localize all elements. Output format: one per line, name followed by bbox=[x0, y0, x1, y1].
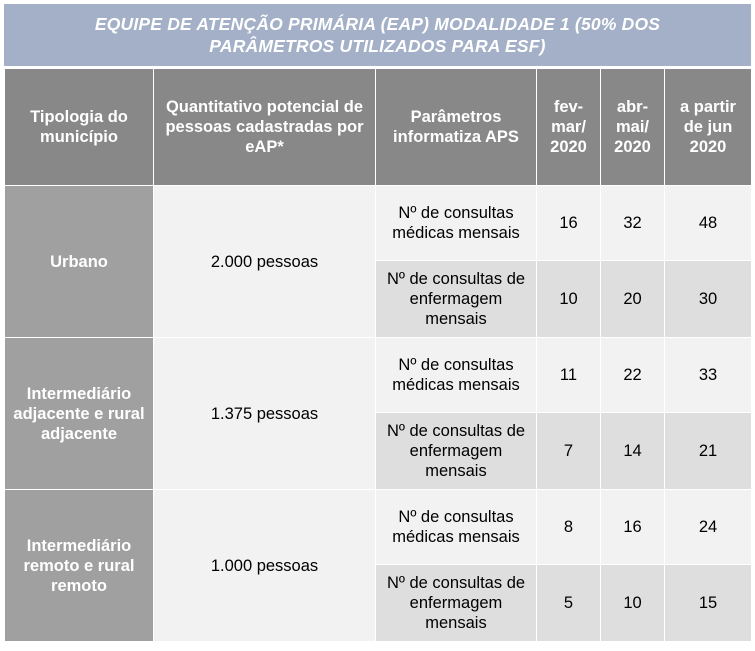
value-abr-mai: 14 bbox=[601, 413, 665, 490]
table-row bbox=[5, 490, 752, 565]
header-row bbox=[5, 69, 752, 186]
header-jun: a partir de jun 2020 bbox=[665, 69, 752, 186]
value-jun: 24 bbox=[665, 490, 752, 565]
value-fev-mar: 5 bbox=[537, 565, 601, 642]
parametro-cell: Nº de consultas de enfermagem mensais bbox=[376, 565, 537, 642]
header-parametros: Parâmetros informatiza APS bbox=[376, 69, 537, 186]
header-quantitativo: Quantitativo potencial de pessoas cadastradas por eAP* bbox=[154, 69, 376, 186]
parametro-cell: Nº de consultas de enfermagem mensais bbox=[376, 413, 537, 490]
value-abr-mai: 10 bbox=[601, 565, 665, 642]
value-fev-mar: 7 bbox=[537, 413, 601, 490]
header-abr-mai: abr-mai/ 2020 bbox=[601, 69, 665, 186]
value-fev-mar: 10 bbox=[537, 261, 601, 338]
parametro-cell: Nº de consultas médicas mensais bbox=[376, 490, 537, 565]
municipio-cell: Intermediário remoto e rural remoto bbox=[5, 490, 154, 642]
header-tipologia: Tipologia do município bbox=[5, 69, 154, 186]
quantitativo-cell: 1.000 pessoas bbox=[154, 490, 376, 642]
parametro-cell: Nº de consultas médicas mensais bbox=[376, 186, 537, 261]
quantitativo-cell: 1.375 pessoas bbox=[154, 338, 376, 490]
value-fev-mar: 11 bbox=[537, 338, 601, 413]
value-abr-mai: 32 bbox=[601, 186, 665, 261]
quantitativo-cell: 2.000 pessoas bbox=[154, 186, 376, 338]
value-jun: 15 bbox=[665, 565, 752, 642]
table-row bbox=[5, 338, 752, 413]
value-abr-mai: 16 bbox=[601, 490, 665, 565]
value-jun: 48 bbox=[665, 186, 752, 261]
value-jun: 21 bbox=[665, 413, 752, 490]
value-fev-mar: 16 bbox=[537, 186, 601, 261]
header-fev-mar: fev-mar/ 2020 bbox=[537, 69, 601, 186]
value-jun: 30 bbox=[665, 261, 752, 338]
table-title-bar bbox=[4, 4, 751, 68]
value-fev-mar: 8 bbox=[537, 490, 601, 565]
value-abr-mai: 20 bbox=[601, 261, 665, 338]
parametro-cell: Nº de consultas médicas mensais bbox=[376, 338, 537, 413]
table-row bbox=[5, 186, 752, 261]
eap-parameters-table bbox=[4, 68, 752, 642]
municipio-cell: Urbano bbox=[5, 186, 154, 338]
value-jun: 33 bbox=[665, 338, 752, 413]
value-abr-mai: 22 bbox=[601, 338, 665, 413]
parametro-cell: Nº de consultas de enfermagem mensais bbox=[376, 261, 537, 338]
municipio-cell: Intermediário adjacente e rural adjacente bbox=[5, 338, 154, 490]
table-title: EQUIPE DE ATENÇÃO PRIMÁRIA (EAP) MODALIDADE 1 (50% DOS PARÂMETROS UTILIZADOS PARA ESF) bbox=[94, 14, 661, 56]
